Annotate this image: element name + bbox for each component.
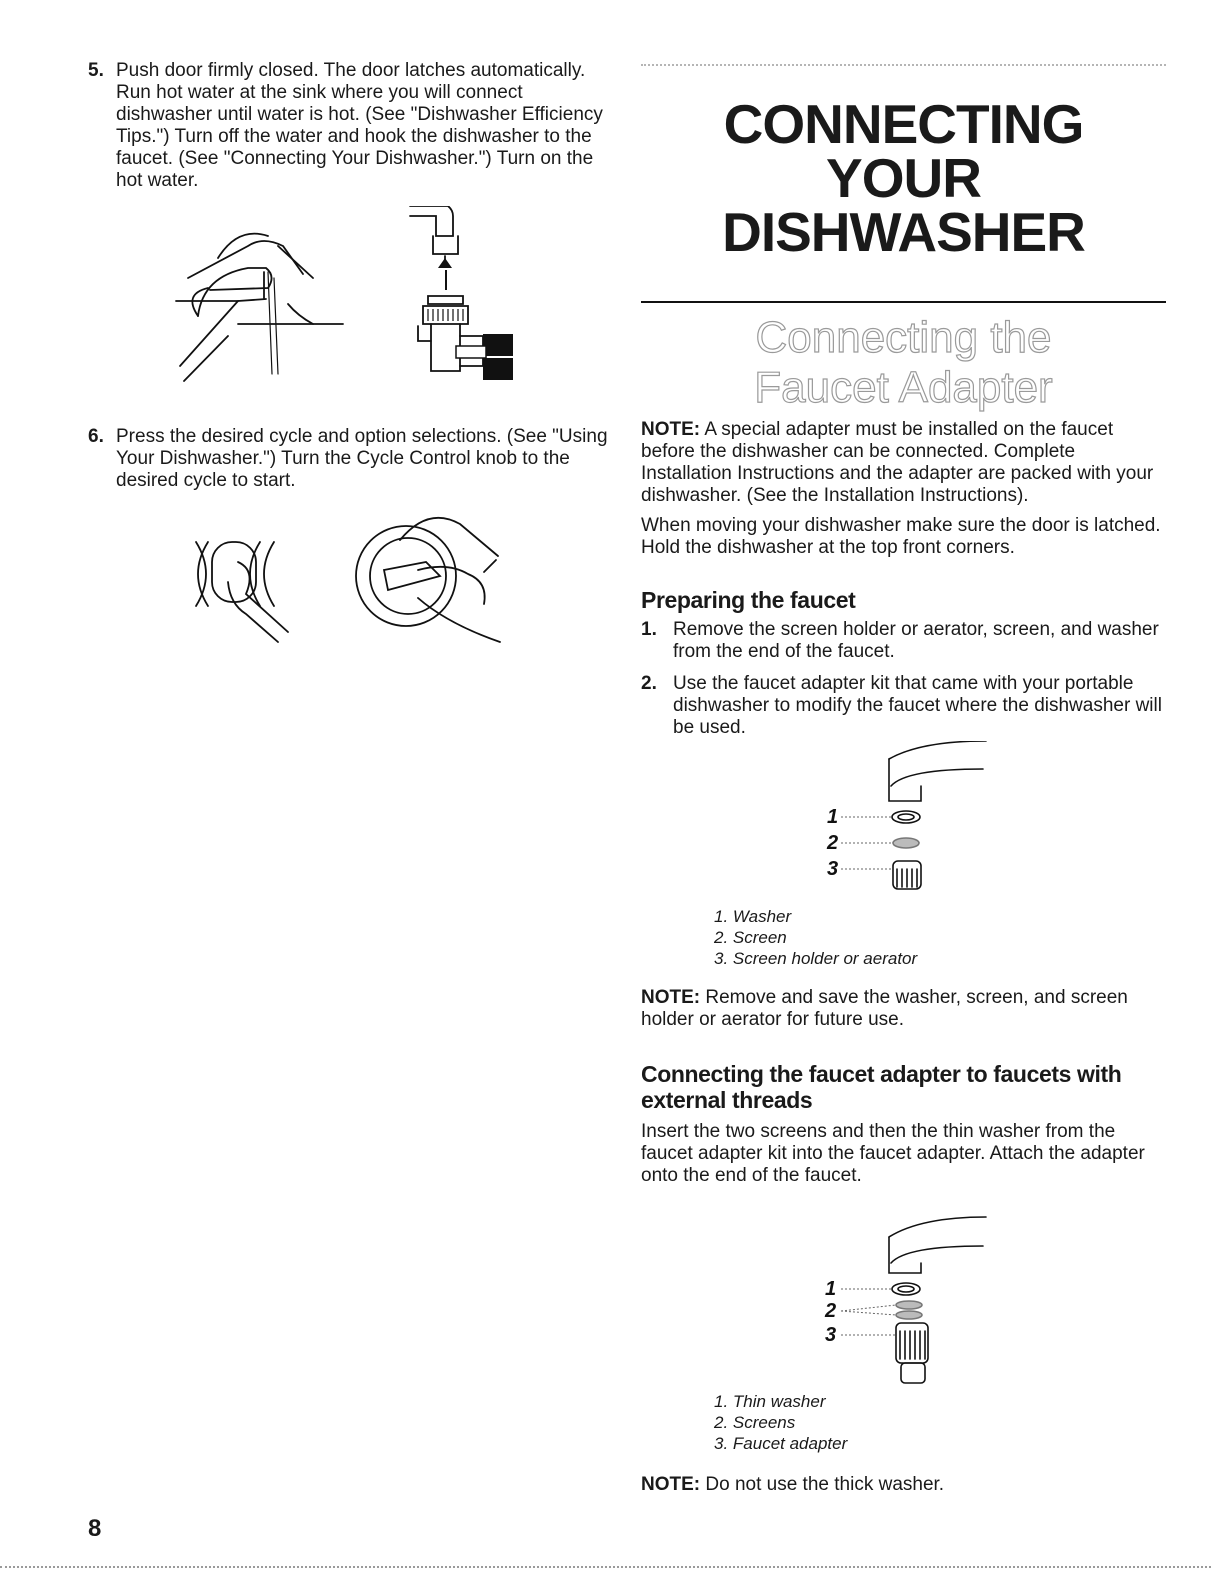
step-text: Press the desired cycle and option selections. (See "Using Your Dishwasher.") Turn the Cycle Control knob to the desired cycle to start. xyxy=(116,426,608,491)
callout-1: 1 xyxy=(825,1278,837,1300)
note-thick-washer xyxy=(641,1474,1166,1496)
moving-paragraph: When moving your dishwasher make sure the door is latched. Hold the dishwasher at the top front corners. xyxy=(641,515,1161,558)
item-number: 1. xyxy=(641,619,657,640)
callout-1: 1 xyxy=(827,806,839,828)
note-label: NOTE: xyxy=(641,987,701,1008)
section-title-line-2: Faucet Adapter xyxy=(754,363,1053,412)
figure-1-legend xyxy=(714,906,1166,969)
section-title xyxy=(641,313,1166,413)
legend-item: 1. Thin washer xyxy=(714,1392,826,1411)
step-5 xyxy=(88,60,608,192)
note-text: Do not use the thick washer. xyxy=(700,1474,945,1495)
note-save-parts xyxy=(641,987,1166,1031)
figure-2-legend xyxy=(714,1391,1166,1454)
list-item xyxy=(641,673,1166,739)
legend-item: 1. Washer xyxy=(714,907,792,926)
connecting-paragraph: Insert the two screens and then the thin washer from the faucet adapter kit into the faucet adapter. Attach the adapter onto the end of the faucet. xyxy=(641,1121,1145,1186)
left-column xyxy=(88,60,608,654)
note-label: NOTE: xyxy=(641,1474,701,1495)
page-title-line-2: DISHWASHER xyxy=(722,201,1085,263)
faucet-hookup-illustration xyxy=(88,206,608,406)
callout-3: 3 xyxy=(827,858,839,880)
callout-2: 2 xyxy=(827,832,839,854)
section-title-line-1: Connecting the xyxy=(755,313,1052,362)
faucet-parts-figure-2 xyxy=(641,1191,1166,1391)
legend-item: 3. Faucet adapter xyxy=(714,1434,848,1453)
page-title-line-1: CONNECTING YOUR xyxy=(723,93,1084,209)
step-6 xyxy=(88,426,608,492)
right-column xyxy=(641,60,1166,1496)
bottom-dotted-rule xyxy=(0,1566,1211,1568)
note-label: NOTE: xyxy=(641,419,701,440)
callout-3: 3 xyxy=(825,1324,837,1346)
step-text: Push door firmly closed. The door latches automatically. Run hot water at the sink where you will connect dishwasher until water is hot. (See "Dishwasher Efficiency Tips.") Turn off the water and hook the dishwasher to the faucet. (See "Connecting Your Dishwasher.") Turn on the hot water. xyxy=(116,60,603,191)
note-text: Remove and save the washer, screen, and screen holder or aerator for future use. xyxy=(641,987,1128,1030)
cycle-selection-illustration xyxy=(88,514,608,654)
note-adapter xyxy=(641,419,1166,507)
faucet-parts-figure-1 xyxy=(641,741,1166,906)
page-title xyxy=(641,93,1166,263)
legend-item: 2. Screen xyxy=(714,928,787,947)
callout-2: 2 xyxy=(825,1300,837,1322)
step-number: 5. xyxy=(88,60,104,81)
item-text: Remove the screen holder or aerator, screen, and washer from the end of the faucet. xyxy=(673,619,1159,662)
list-item xyxy=(641,619,1166,663)
preparing-heading: Preparing the faucet xyxy=(641,587,856,613)
item-number: 2. xyxy=(641,673,657,694)
top-dotted-rule xyxy=(641,64,1166,69)
item-text: Use the faucet adapter kit that came with your portable dishwasher to modify the faucet where the dishwasher will be used. xyxy=(673,673,1162,738)
step-number: 6. xyxy=(88,426,104,447)
connecting-heading: Connecting the faucet adapter to faucets with external threads xyxy=(641,1061,1122,1113)
page-number: 8 xyxy=(88,1515,102,1542)
legend-item: 2. Screens xyxy=(714,1413,796,1432)
note-text: A special adapter must be installed on the faucet before the dishwasher can be connected. Complete Installation Instructions and the adapter are packed with your dishwasher. (See the Installation Instructions). xyxy=(641,419,1154,506)
title-divider xyxy=(641,301,1166,303)
preparing-steps xyxy=(641,619,1166,739)
legend-item: 3. Screen holder or aerator xyxy=(714,949,918,968)
